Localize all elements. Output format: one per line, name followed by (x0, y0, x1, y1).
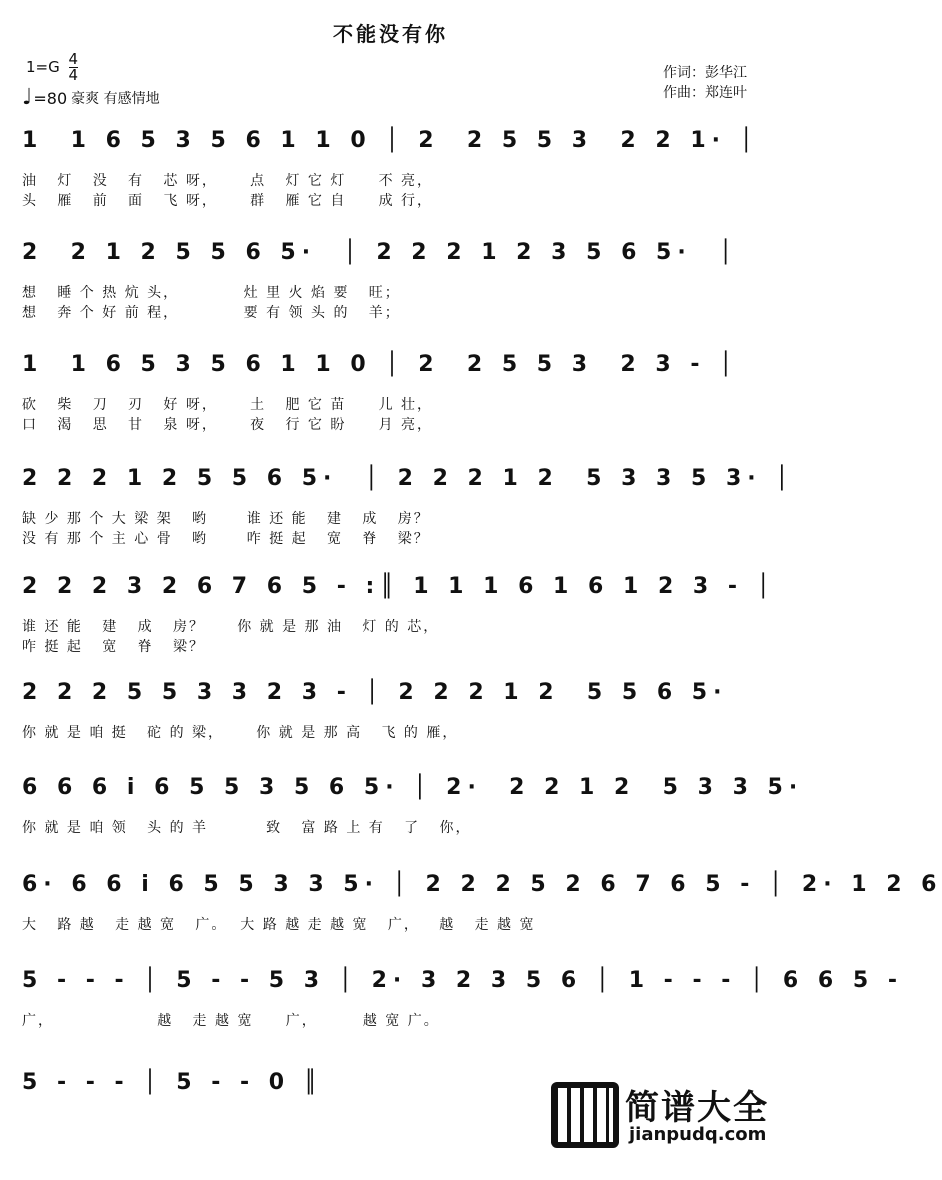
time-bottom: 4 (68, 66, 79, 84)
lyric-line-1: 想 睡 个 热 炕 头， 灶 里 火 焰 要 旺； (22, 285, 401, 301)
lyricist-credit: 作词：彭华江 (663, 65, 747, 81)
score-row (0, 680, 781, 790)
key-label: 1=G (26, 58, 60, 76)
score-row (0, 128, 781, 238)
site-logo (551, 1078, 775, 1154)
expression-mark: 豪爽 有感情地 (71, 91, 160, 107)
note-line: 2 2 1 2 5 5 6 5· │ 2 2 2 1 2 3 5 6 5· │ (22, 240, 739, 265)
note-line: 6 6 6 i 6 5 5 3 5 6 5· │ 2· 2 2 1 2 5 3 3 5· (22, 775, 804, 800)
tempo-value: =80 (33, 89, 68, 108)
note-line: 2 2 2 3 2 6 7 6 5 - :║ 1 1 1 6 1 6 1 2 3 - │ (22, 574, 776, 599)
score-row (0, 240, 781, 350)
note-line: 1 1 6 5 3 5 6 1 1 0 │ 2 2 5 5 3 2 3 - │ (22, 352, 739, 377)
time-top: 4 (68, 50, 79, 68)
lyric-line-2: 咋 挺 起 宽 脊 梁？ (22, 639, 205, 655)
logo-url: jianpudq.com (629, 1124, 767, 1145)
quarter-note-icon: ♩ (22, 85, 33, 110)
score-row (0, 466, 795, 576)
lyric-line-2: 头 雁 前 面 飞 呀， 群 雁 它 自 成 行， (22, 193, 434, 209)
lyric-line-1: 谁 还 能 建 成 房？ 你 就 是 那 油 灯 的 芯， (22, 619, 440, 635)
lyric-line-1: 大 路 越 走 越 宽 广。 大 路 越 走 越 宽 广， 越 走 越 宽 (22, 917, 536, 933)
score-row (0, 574, 781, 684)
score-row (0, 352, 781, 462)
song-title: 不能没有你 (333, 22, 448, 46)
tempo-marking (22, 85, 160, 110)
score-row (0, 968, 903, 1078)
composer-credit: 作曲：郑连叶 (663, 85, 747, 101)
note-line: 5 - - - │ 5 - - 5 3 │ 2· 3 2 3 5 6 │ 1 - - - │ 6 6 5 - (22, 968, 903, 993)
note-line: 2 2 2 1 2 5 5 6 5· │ 2 2 2 1 2 5 3 3 5 3· │ (22, 466, 795, 491)
lyric-line-1: 缺 少 那 个 大 梁 架 哟 谁 还 能 建 成 房？ (22, 511, 430, 527)
lyric-line-2: 想 奔 个 好 前 程， 要 有 领 头 的 羊； (22, 305, 401, 321)
lyric-line-1: 你 就 是 咱 领 头 的 羊 致 富 路 上 有 了 你， (22, 820, 472, 836)
note-line: 6· 6 6 i 6 5 5 3 3 5· │ 2 2 2 5 2 6 7 6 5 - │ 2· 1 2 6 (22, 872, 942, 897)
note-line: 1 1 6 5 3 5 6 1 1 0 │ 2 2 5 5 3 2 2 1· │ (22, 128, 759, 153)
lyric-line-1: 油 灯 没 有 芯 呀， 点 灯 它 灯 不 亮， (22, 173, 434, 189)
lyric-line-1: 你 就 是 咱 挺 砣 的 梁， 你 就 是 那 高 飞 的 雁， (22, 725, 459, 741)
lyric-line-1: 广， 越 走 越 宽 广， 越 宽 广。 (22, 1013, 440, 1029)
note-line: 5 - - - │ 5 - - 0 ║ (22, 1070, 323, 1095)
lyric-line-2: 口 渴 思 甘 泉 呀， 夜 行 它 盼 月 亮， (22, 417, 434, 433)
score-row (0, 775, 804, 885)
time-signature (69, 52, 79, 83)
key-signature (26, 52, 78, 83)
piano-logo-icon (551, 1082, 619, 1148)
lyric-line-1: 砍 柴 刀 刃 好 呀， 土 肥 它 苗 儿 壮， (22, 397, 434, 413)
lyric-line-2: 没 有 那 个 主 心 骨 哟 咋 挺 起 宽 脊 梁？ (22, 531, 430, 547)
note-line: 2 2 2 5 5 3 3 2 3 - │ 2 2 2 1 2 5 5 6 5· (22, 680, 728, 705)
logo-text: 简谱大全 (625, 1088, 769, 1128)
